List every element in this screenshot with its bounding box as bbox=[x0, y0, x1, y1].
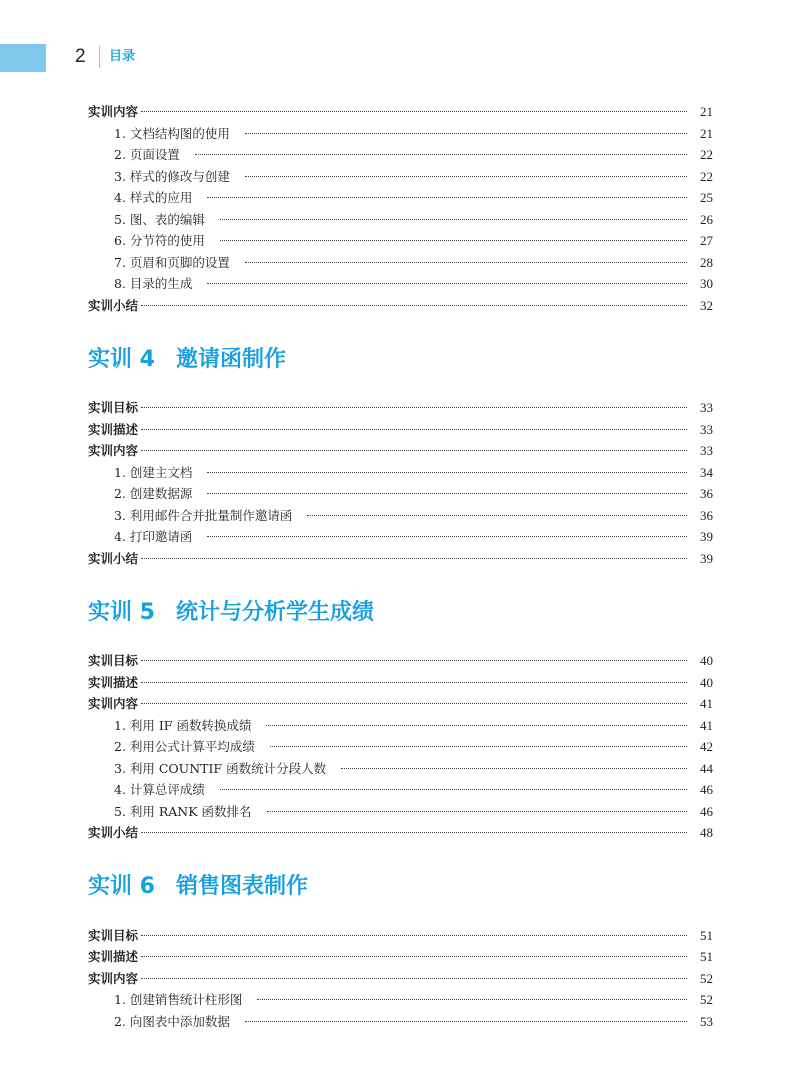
header-color-tab bbox=[0, 44, 46, 72]
toc-entry[interactable] bbox=[88, 650, 713, 672]
dot-leader bbox=[141, 305, 687, 306]
toc-page-number: 40 bbox=[700, 653, 713, 668]
toc-entry-label: 实训目标 bbox=[88, 400, 139, 415]
toc-page-number: 41 bbox=[700, 696, 713, 711]
toc-entry-label: 2. 向图表中添加数据 bbox=[114, 1013, 230, 1029]
toc-page-number: 52 bbox=[700, 970, 713, 986]
toc-entry[interactable] bbox=[88, 101, 713, 123]
toc-page-number: 32 bbox=[700, 297, 713, 313]
toc-subentry[interactable] bbox=[88, 736, 713, 758]
toc-page-number: 53 bbox=[700, 1013, 713, 1029]
toc-page-number: 21 bbox=[700, 104, 713, 119]
toc-entry-label: 1. 创建销售统计柱形图 bbox=[114, 992, 243, 1007]
toc-subentry[interactable] bbox=[88, 187, 713, 209]
toc-entry[interactable] bbox=[88, 822, 713, 844]
toc-page-number: 44 bbox=[700, 760, 713, 776]
toc-subentry[interactable] bbox=[88, 166, 713, 188]
toc-entry[interactable] bbox=[88, 693, 713, 715]
toc-page-number: 22 bbox=[700, 147, 713, 162]
toc-page-number: 46 bbox=[700, 782, 713, 797]
toc-entry-label: 实训描述 bbox=[88, 421, 139, 437]
toc-subentry[interactable] bbox=[88, 758, 713, 780]
toc-entry-label: 4. 打印邀请函 bbox=[114, 529, 193, 544]
dot-leader bbox=[207, 472, 687, 473]
header-title: 目录 bbox=[109, 49, 136, 64]
dot-leader bbox=[141, 111, 687, 112]
chapter-heading[interactable] bbox=[88, 865, 713, 905]
toc-page-number: 36 bbox=[700, 507, 713, 523]
toc-subentry[interactable] bbox=[88, 123, 713, 145]
toc-page-number: 33 bbox=[700, 443, 713, 458]
toc-entry-label: 5. 图、表的编辑 bbox=[114, 211, 205, 227]
dot-leader bbox=[141, 660, 687, 661]
toc-page-number: 41 bbox=[700, 717, 713, 733]
toc-entry-label: 实训小结 bbox=[88, 550, 139, 566]
dot-leader bbox=[207, 536, 687, 537]
dot-leader bbox=[141, 978, 687, 979]
toc-entry-label: 实训目标 bbox=[88, 927, 139, 943]
toc-entry-label: 5. 利用 RANK 函数排名 bbox=[114, 803, 252, 819]
dot-leader bbox=[141, 429, 687, 430]
chapter-number: 实训 6 bbox=[88, 874, 155, 899]
dot-leader bbox=[220, 789, 687, 790]
dot-leader bbox=[207, 283, 687, 284]
toc-subentry[interactable] bbox=[88, 526, 713, 548]
chapter-title: 销售图表制作 bbox=[176, 874, 309, 899]
toc-page-number: 30 bbox=[700, 276, 713, 291]
toc-entry-label: 4. 样式的应用 bbox=[114, 190, 193, 205]
table-of-contents bbox=[88, 101, 713, 1032]
toc-entry[interactable] bbox=[88, 968, 713, 990]
chapter-number: 实训 4 bbox=[88, 346, 155, 372]
toc-page-number: 48 bbox=[700, 825, 713, 840]
toc-entry-label: 4. 计算总评成绩 bbox=[114, 782, 205, 797]
dot-leader bbox=[141, 558, 687, 559]
page-header bbox=[0, 44, 300, 72]
dot-leader bbox=[245, 1021, 687, 1022]
dot-leader bbox=[341, 768, 687, 769]
toc-entry-label: 实训内容 bbox=[88, 696, 139, 711]
dot-leader bbox=[141, 703, 687, 704]
toc-entry[interactable] bbox=[88, 397, 713, 419]
dot-leader bbox=[245, 262, 687, 263]
dot-leader bbox=[195, 154, 687, 155]
chapter-heading[interactable] bbox=[88, 337, 713, 377]
toc-entry-label: 实训目标 bbox=[88, 653, 139, 668]
toc-entry[interactable] bbox=[88, 295, 713, 317]
toc-entry[interactable] bbox=[88, 925, 713, 947]
toc-page-number: 25 bbox=[700, 190, 713, 205]
dot-leader bbox=[270, 746, 687, 747]
chapter-title: 统计与分析学生成绩 bbox=[176, 599, 375, 625]
dot-leader bbox=[207, 197, 687, 198]
toc-entry[interactable] bbox=[88, 419, 713, 441]
toc-page-number: 39 bbox=[700, 550, 713, 566]
dot-leader bbox=[141, 450, 687, 451]
toc-page-number: 51 bbox=[700, 949, 713, 964]
toc-page-number: 52 bbox=[700, 992, 713, 1007]
toc-subentry[interactable] bbox=[88, 505, 713, 527]
toc-entry-label: 实训内容 bbox=[88, 970, 139, 986]
dot-leader bbox=[141, 407, 687, 408]
toc-entry-label: 2. 创建数据源 bbox=[114, 486, 193, 501]
toc-subentry[interactable] bbox=[88, 1011, 713, 1033]
dot-leader bbox=[307, 515, 687, 516]
dot-leader bbox=[207, 493, 687, 494]
toc-page-number: 40 bbox=[700, 674, 713, 690]
chapter-title: 邀请函制作 bbox=[176, 346, 287, 372]
header-divider bbox=[99, 46, 100, 68]
toc-subentry[interactable] bbox=[88, 252, 713, 274]
toc-entry-label: 3. 利用邮件合并批量制作邀请函 bbox=[114, 507, 293, 523]
toc-page-number: 42 bbox=[700, 739, 713, 754]
toc-subentry[interactable] bbox=[88, 462, 713, 484]
toc-subentry[interactable] bbox=[88, 779, 713, 801]
toc-entry-label: 实训内容 bbox=[88, 443, 139, 458]
toc-entry[interactable] bbox=[88, 440, 713, 462]
toc-page-number: 36 bbox=[700, 486, 713, 501]
dot-leader bbox=[141, 935, 687, 936]
toc-subentry[interactable] bbox=[88, 144, 713, 166]
toc-entry[interactable] bbox=[88, 946, 713, 968]
dot-leader bbox=[141, 956, 687, 957]
toc-entry-label: 3. 样式的修改与创建 bbox=[114, 168, 230, 184]
toc-page-number: 33 bbox=[700, 400, 713, 415]
toc-page-number: 34 bbox=[700, 464, 713, 480]
dot-leader bbox=[245, 176, 687, 177]
chapter-number: 实训 5 bbox=[88, 599, 155, 625]
toc-entry-label: 实训描述 bbox=[88, 949, 139, 964]
dot-leader bbox=[220, 240, 687, 241]
toc-subentry[interactable] bbox=[88, 801, 713, 823]
toc-entry-label: 1. 利用 IF 函数转换成绩 bbox=[114, 717, 252, 733]
toc-entry-label: 2. 利用公式计算平均成绩 bbox=[114, 739, 255, 754]
toc-entry-label: 6. 分节符的使用 bbox=[114, 233, 205, 248]
toc-entry-label: 实训描述 bbox=[88, 674, 139, 690]
toc-page-number: 27 bbox=[700, 233, 713, 248]
toc-entry-label: 7. 页眉和页脚的设置 bbox=[114, 254, 230, 270]
toc-subentry[interactable] bbox=[88, 483, 713, 505]
toc-subentry[interactable] bbox=[88, 273, 713, 295]
toc-page-number: 51 bbox=[700, 927, 713, 943]
toc-entry-label: 3. 利用 COUNTIF 函数统计分段人数 bbox=[114, 760, 327, 776]
dot-leader bbox=[267, 811, 687, 812]
toc-entry-label: 实训小结 bbox=[88, 297, 139, 313]
toc-page-number: 46 bbox=[700, 803, 713, 819]
dot-leader bbox=[266, 725, 687, 726]
toc-subentry[interactable] bbox=[88, 989, 713, 1011]
toc-subentry[interactable] bbox=[88, 230, 713, 252]
toc-entry-label: 1. 创建主文档 bbox=[114, 464, 193, 480]
toc-page-number: 22 bbox=[700, 168, 713, 184]
toc-entry-label: 8. 目录的生成 bbox=[114, 276, 193, 291]
toc-entry-label: 实训小结 bbox=[88, 825, 139, 840]
toc-entry-label: 2. 页面设置 bbox=[114, 147, 180, 162]
toc-page-number: 26 bbox=[700, 211, 713, 227]
toc-entry[interactable] bbox=[88, 672, 713, 694]
toc-entry-label: 1. 文档结构图的使用 bbox=[114, 125, 230, 141]
dot-leader bbox=[141, 832, 687, 833]
toc-page-number: 33 bbox=[700, 421, 713, 437]
toc-page-number: 21 bbox=[700, 125, 713, 141]
toc-page-number: 39 bbox=[700, 529, 713, 544]
toc-entry[interactable] bbox=[88, 548, 713, 570]
dot-leader bbox=[257, 999, 687, 1000]
toc-page-number: 28 bbox=[700, 254, 713, 270]
toc-subentry[interactable] bbox=[88, 715, 713, 737]
chapter-heading[interactable] bbox=[88, 590, 713, 630]
dot-leader bbox=[141, 682, 687, 683]
toc-subentry[interactable] bbox=[88, 209, 713, 231]
toc-entry-label: 实训内容 bbox=[88, 104, 139, 119]
dot-leader bbox=[220, 219, 687, 220]
dot-leader bbox=[245, 133, 687, 134]
page-number: 2 bbox=[75, 46, 86, 67]
